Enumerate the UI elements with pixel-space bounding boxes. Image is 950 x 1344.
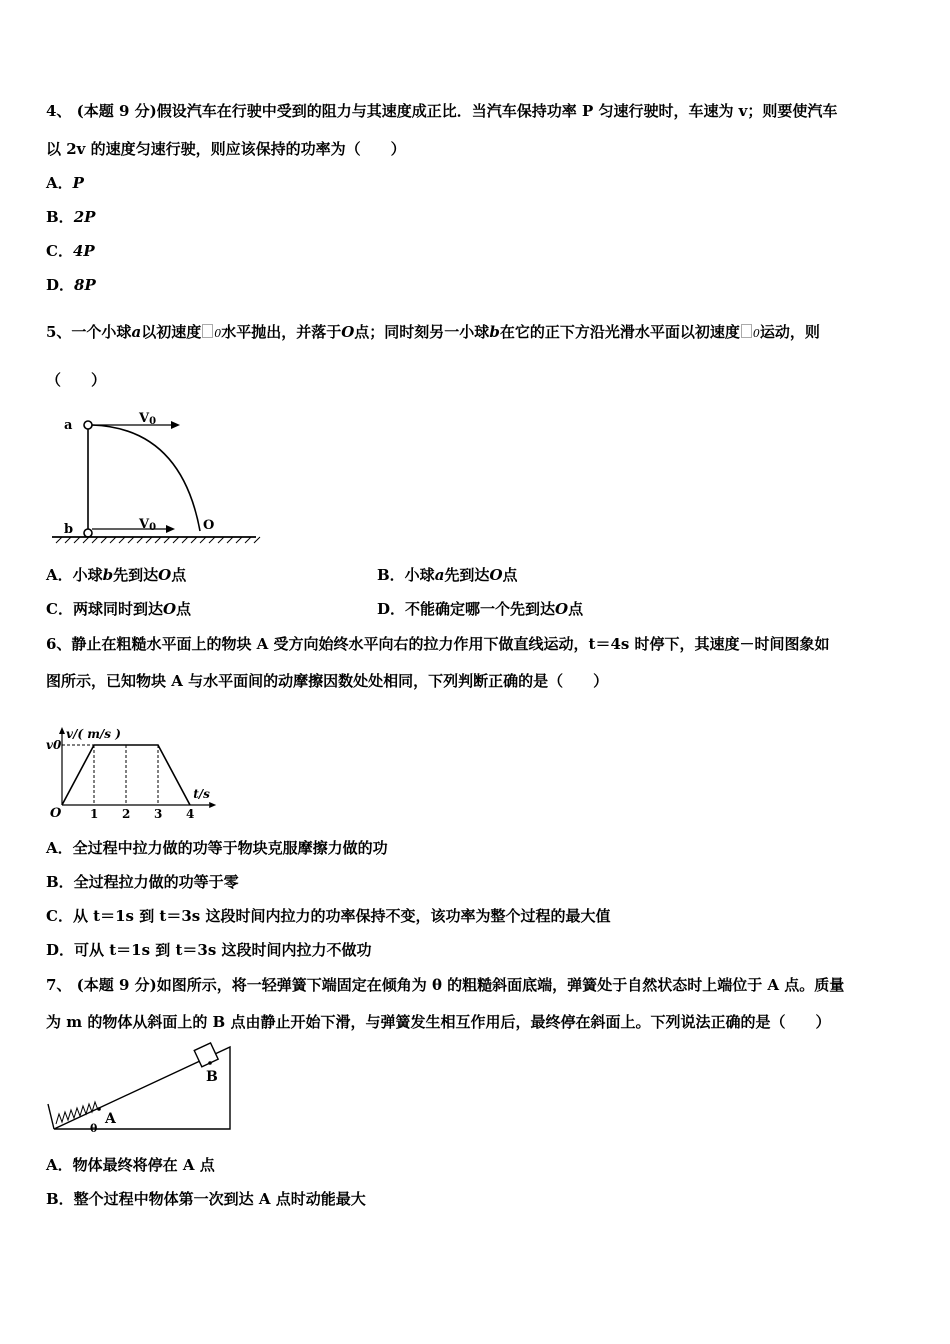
text: 点	[502, 566, 518, 584]
x-tick-label: 2	[122, 807, 131, 821]
q7-option-b: B．整个过程中物体第一次到达 A 点时动能最大	[46, 1190, 366, 1208]
text: 点	[176, 600, 192, 618]
text: 5、一个小球	[46, 323, 132, 341]
v0-sub: 0	[214, 327, 222, 340]
hatch-mark	[218, 537, 224, 543]
arrow-head-icon	[171, 421, 180, 429]
text: A．小球	[46, 566, 103, 584]
text: 先到达	[444, 566, 490, 584]
text: B．小球	[377, 566, 435, 584]
q6-option-a: A．全过程中拉力做的功等于物块克服摩擦力做的功	[46, 839, 388, 857]
hatch-mark	[191, 537, 197, 543]
hatch-mark	[92, 537, 98, 543]
var: O	[489, 566, 503, 584]
label-v-bottom	[138, 517, 156, 533]
hatch-mark	[182, 537, 188, 543]
v0-placeholder-icon	[202, 324, 213, 338]
hatch-mark	[101, 537, 107, 543]
q5-stem-line1	[46, 322, 820, 344]
q5-option-b	[377, 565, 518, 585]
option-key: A．	[46, 174, 73, 192]
y-axis-label: v/( m/s )	[66, 727, 121, 741]
q6-option-d: D．可从 t＝1s 到 t＝3s 这段时间内拉力不做功	[46, 941, 372, 959]
v-letter: V	[139, 517, 150, 532]
hatch-mark	[173, 537, 179, 543]
q4-stem-line2: 以 2v 的速度匀速行驶，则应该保持的功率为（ ）	[46, 140, 406, 158]
ball-b-icon	[84, 529, 92, 537]
text: 先到达	[113, 566, 159, 584]
x-axis-label: t/s	[193, 787, 210, 801]
var: a	[434, 566, 445, 584]
wall-line	[48, 1104, 54, 1129]
x-ticks	[90, 807, 194, 821]
label-theta: θ	[90, 1122, 98, 1135]
block-icon	[194, 1043, 218, 1067]
label-b: B	[206, 1069, 218, 1085]
text: 点	[171, 566, 187, 584]
text: 以初速度	[141, 323, 202, 341]
var: O	[162, 600, 177, 618]
q6-option-c: C．从 t＝1s 到 t＝3s 这段时间内拉力的功率保持不变，该功率为整个过程的最大值	[46, 907, 611, 925]
hatch-mark	[227, 537, 233, 543]
origin-label: O	[50, 806, 62, 821]
label-o: O	[203, 518, 215, 533]
hatch-mark	[254, 537, 260, 543]
label-v-top	[138, 411, 156, 427]
x-tick-label: 1	[90, 807, 99, 821]
q7-option-a: A．物体最终将停在 A 点	[46, 1156, 215, 1174]
option-value: 8P	[74, 276, 96, 294]
spring-icon	[56, 1102, 98, 1124]
v0-placeholder-icon	[741, 324, 752, 338]
q4-option-d	[46, 275, 96, 295]
hatch-mark	[209, 537, 215, 543]
text: 运动，则	[759, 323, 820, 341]
hatch-mark	[56, 537, 62, 543]
label-a: a	[64, 418, 73, 433]
hatch-mark	[236, 537, 242, 543]
dashed-verticals	[94, 745, 158, 805]
x-tick-label: 3	[154, 807, 163, 821]
text: 在它的正下方沿光滑水平面以初速度	[499, 323, 740, 341]
hatch-mark	[83, 537, 89, 543]
q5-option-c	[46, 599, 191, 619]
hatch-mark	[155, 537, 161, 543]
var-a: a	[131, 323, 142, 341]
v-letter: V	[139, 411, 150, 426]
hatch-mark	[137, 537, 143, 543]
v0-sub: 0	[752, 327, 760, 340]
q6-stem-line1: 6、静止在粗糙水平面上的物块 A 受方向始终水平向右的拉力作用下做直线运动，t＝4s 时停下，其速度－时间图象如	[46, 635, 830, 653]
q5-stem-line2: （ ）	[46, 371, 107, 389]
q5-option-a	[46, 565, 186, 585]
v-sub: 0	[149, 522, 157, 533]
option-key: C．	[46, 242, 73, 260]
text: D．不能确定哪一个先到达	[377, 600, 556, 618]
q4-option-c	[46, 241, 95, 261]
incline-spring-figure	[42, 1040, 242, 1140]
arrow-head-icon	[166, 525, 175, 533]
text: 水平抛出，并落于	[221, 323, 342, 341]
var: O	[555, 600, 569, 618]
hatch-mark	[164, 537, 170, 543]
text: 点；同时刻另一小球	[354, 323, 490, 341]
q6-option-b: B．全过程拉力做的功等于零	[46, 873, 239, 891]
v-sub: 0	[149, 416, 157, 427]
option-value: P	[72, 174, 84, 192]
block-rect	[194, 1043, 218, 1067]
label-b: b	[64, 522, 74, 537]
var: O	[158, 566, 172, 584]
option-key: D．	[46, 276, 75, 294]
velocity-time-chart	[44, 700, 234, 825]
var-o: O	[341, 323, 355, 341]
text: C．两球同时到达	[46, 600, 163, 618]
x-tick-label: 4	[186, 807, 195, 821]
hatch-mark	[146, 537, 152, 543]
option-key: B．	[46, 208, 74, 226]
q4-stem-line1: 4、 (本题 9 分)假设汽车在行驶中受到的阻力与其速度成正比．当汽车保持功率 P 匀速行驶时，车速为 v；则要使汽车	[46, 102, 838, 120]
y-axis-arrow-icon	[59, 727, 65, 734]
label-a: A	[105, 1111, 116, 1127]
y-tick-label: v0	[46, 738, 62, 752]
hatch-mark	[74, 537, 80, 543]
q7-stem-line2: 为 m 的物体从斜面上的 B 点由静止开始下滑，与弹簧发生相互作用后，最终停在斜面上。下列说法正确的是（ ）	[46, 1013, 831, 1031]
hatch-mark	[128, 537, 134, 543]
point-b-dot	[208, 1061, 212, 1065]
q6-stem-line2: 图所示，已知物块 A 与水平面间的动摩擦因数处处相同，下列判断正确的是（ ）	[46, 672, 609, 690]
option-value: 2P	[73, 208, 96, 226]
q7-stem-line1: 7、 (本题 9 分)如图所示，将一轻弹簧下端固定在倾角为 θ 的粗糙斜面底端，弹簧处于自然状态时上端位于 A 点。质量	[46, 976, 845, 994]
hatch-mark	[65, 537, 71, 543]
var-b: b	[489, 323, 500, 341]
hatch-mark	[119, 537, 125, 543]
q4-option-a	[46, 173, 84, 193]
hatch-mark	[110, 537, 116, 543]
trajectory-curve	[92, 425, 200, 531]
var: b	[102, 566, 114, 584]
point-a-dot	[97, 1107, 101, 1111]
hatch-mark	[245, 537, 251, 543]
ball-a-icon	[84, 421, 92, 429]
projectile-figure	[46, 408, 261, 548]
text: 点	[568, 600, 584, 618]
q5-option-d	[377, 599, 583, 619]
x-axis-arrow-icon	[209, 802, 216, 808]
ground-hatch	[56, 537, 260, 543]
hatch-mark	[200, 537, 206, 543]
q4-option-b	[46, 207, 95, 227]
option-value: 4P	[72, 242, 95, 260]
